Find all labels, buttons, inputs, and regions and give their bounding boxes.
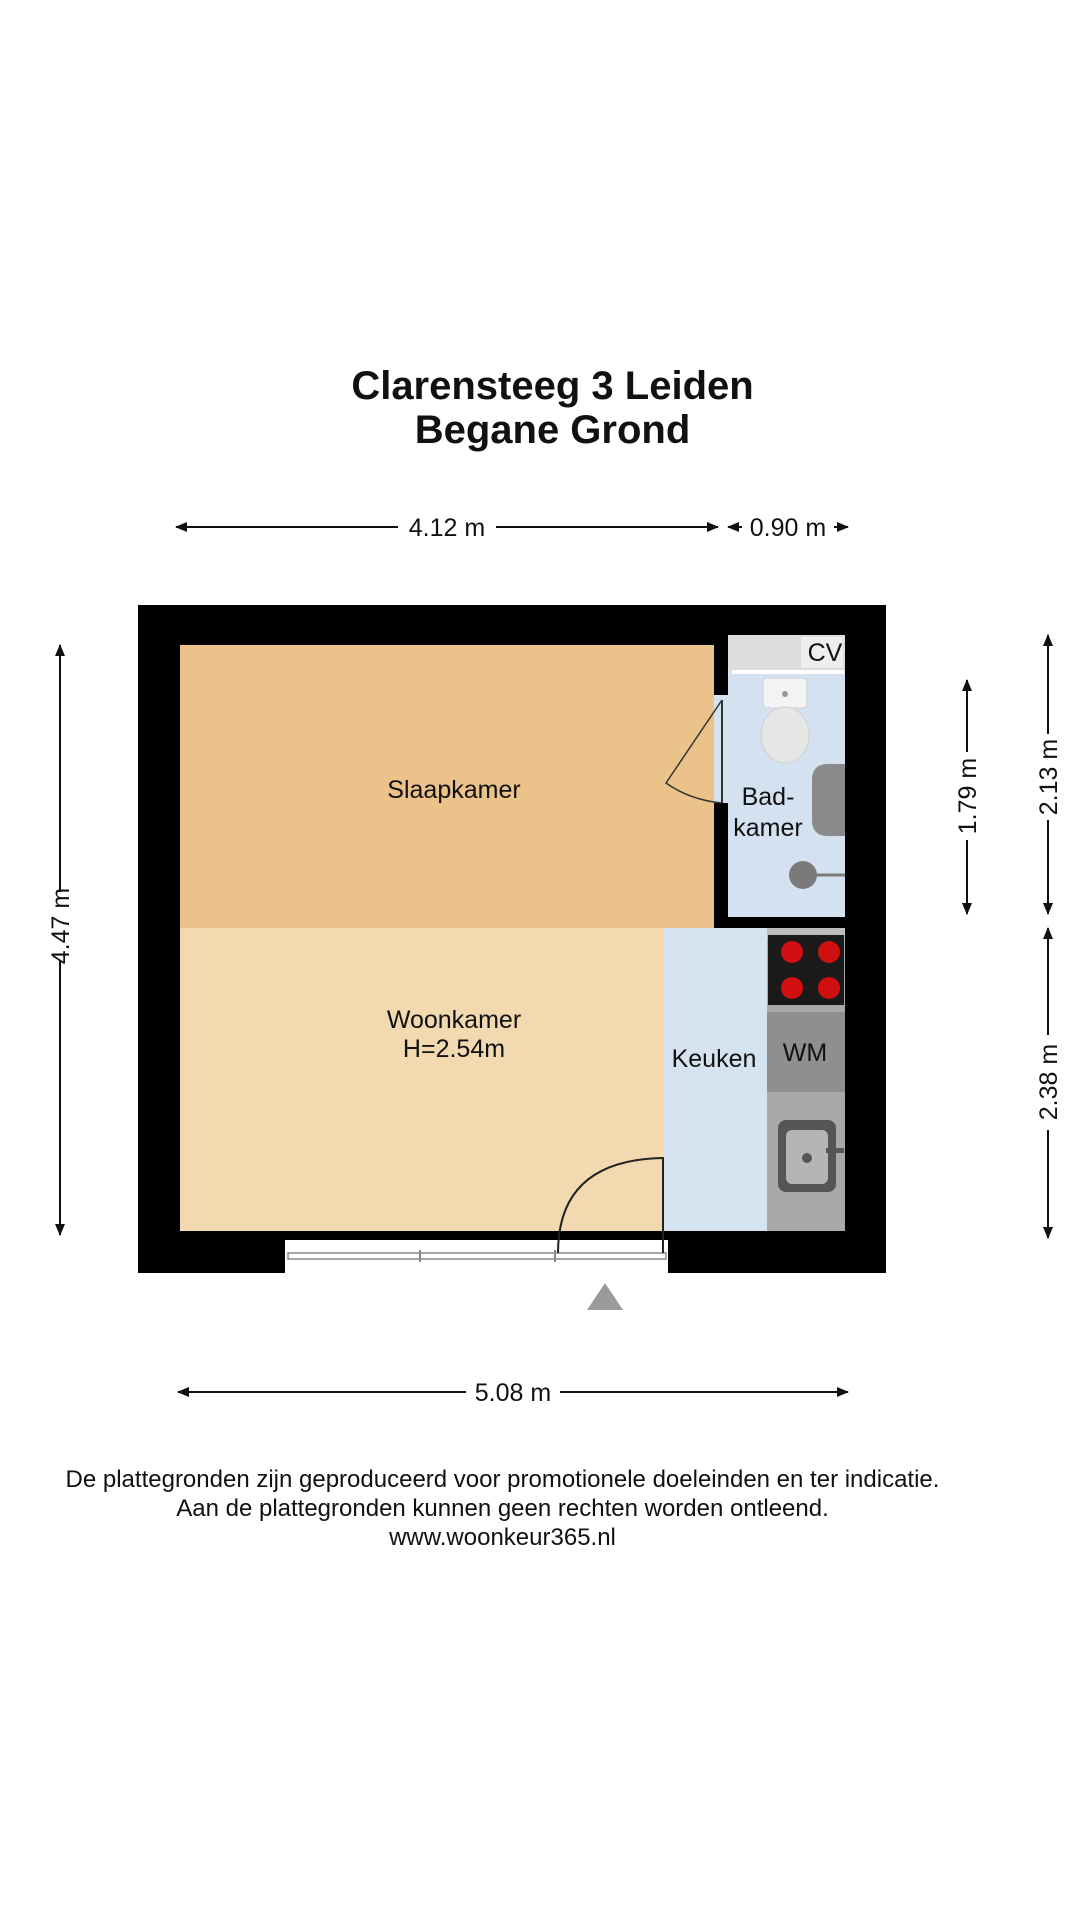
keuken-room — [663, 928, 767, 1231]
website-link[interactable]: www.woonkeur365.nl — [389, 1524, 616, 1551]
disclaimer-line-1: De plattegronden zijn geproduceerd voor promotionele doeleinden en ter indicatie. — [65, 1466, 940, 1493]
dimension-label-bottom: 5.08 m — [474, 1379, 552, 1407]
front-window — [285, 1240, 668, 1273]
room-label-keuken: Keuken — [671, 1045, 757, 1073]
disclaimer-line-2: Aan de plattegronden kunnen geen rechten worden ontleend. — [176, 1495, 829, 1522]
woonkamer-room — [180, 928, 663, 1231]
room-label-badkamer-1: Bad- — [741, 783, 795, 811]
dimension-label-top-left: 4.12 m — [408, 514, 486, 542]
shower-drain-icon — [789, 861, 817, 889]
plan-subtitle: Begane Grond — [414, 408, 691, 452]
room-label-slaapkamer: Slaapkamer — [387, 776, 521, 804]
room-label-badkamer-2: kamer — [733, 814, 803, 842]
dimension-label-left: 4.47 m — [47, 887, 75, 965]
room-height-label: H=2.54m — [402, 1035, 506, 1063]
room-label-woonkamer: Woonkamer — [386, 1006, 522, 1034]
interior-wall — [714, 917, 845, 928]
fixture-label-cv: CV — [807, 639, 843, 667]
dimension-label-right-inner: 1.79 m — [954, 757, 982, 835]
washbasin-icon — [812, 764, 845, 836]
entrance-arrow-icon — [587, 1283, 623, 1310]
dimension-label-right-outer-top: 2.13 m — [1035, 738, 1063, 816]
dimension-label-top-right: 0.90 m — [749, 514, 827, 542]
dimension-label-right-outer-bottom: 2.38 m — [1035, 1043, 1063, 1121]
toilet-icon — [761, 678, 809, 763]
fixture-label-wm: WM — [782, 1039, 828, 1067]
plan-title: Clarensteeg 3 Leiden — [351, 364, 754, 408]
